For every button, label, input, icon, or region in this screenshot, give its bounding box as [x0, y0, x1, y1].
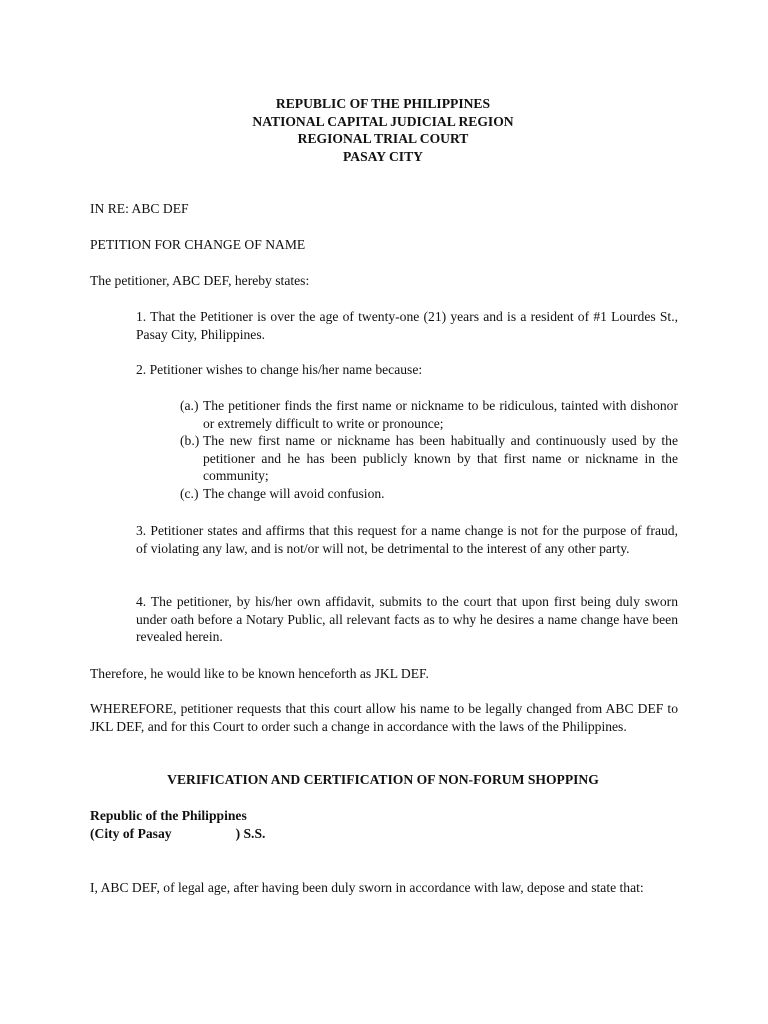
venue-city: (City of Pasay — [90, 826, 172, 841]
reasons-list — [180, 397, 678, 503]
affiant-statement: I, ABC DEF, of legal age, after having been duly sworn in accordance with law, depose and state that: — [90, 880, 644, 895]
reason-text: The petitioner finds the first name or nickname to be ridiculous, tainted with dishonor or extremely difficult to write or pronounce; — [203, 398, 678, 431]
paragraph-3: 3. Petitioner states and affirms that this request for a name change is not for the purpose of fraud, of violating any law, and is not/or will not, be detrimental to the interest of any other party. — [136, 523, 678, 556]
venue-city-line — [90, 825, 678, 843]
reason-text: The new first name or nickname has been habitually and continuously used by the petitioner and he has been publicly known by that first name or nickname in the community; — [203, 433, 678, 484]
verification-title: VERIFICATION AND CERTIFICATION OF NON-FORUM SHOPPING — [167, 772, 599, 787]
paragraph-4: 4. The petitioner, by his/her own affidavit, submits to the court that upon first being duly sworn under oath before a Notary Public, all relevant facts as to why he desires a name change have been revealed herein. — [136, 594, 678, 645]
venue-republic: Republic of the Philippines — [90, 808, 247, 823]
reason-text: The change will avoid confusion. — [203, 485, 385, 501]
reason-a — [180, 397, 678, 432]
paragraph-1: 1. That the Petitioner is over the age of twenty-one (21) years and is a resident of #1 Lourdes St., Pasay City, Philippines. — [136, 309, 678, 342]
therefore-statement: Therefore, he would like to be known henceforth as JKL DEF. — [90, 666, 429, 681]
wherefore-prayer: WHEREFORE, petitioner requests that this court allow his name to be legally changed from ABC DEF to JKL DEF, and for this Court to order such a change in accordance with the laws of the Philippines. — [90, 701, 678, 734]
header-court: REGIONAL TRIAL COURT — [297, 131, 469, 147]
reason-label: (b.) — [180, 433, 200, 449]
header-city: PASAY CITY — [343, 148, 423, 164]
header-region: NATIONAL CAPITAL JUDICIAL REGION — [252, 113, 514, 129]
reason-label: (a.) — [180, 398, 199, 413]
header-republic: REPUBLIC OF THE PHILIPPINES — [275, 96, 491, 111]
reason-b — [180, 432, 678, 485]
venue-ss: ) S.S. — [235, 826, 266, 841]
petition-intro: The petitioner, ABC DEF, hereby states: — [90, 273, 310, 288]
court-header — [88, 95, 678, 165]
reason-label: (c.) — [180, 485, 199, 501]
paragraph-2: 2. Petitioner wishes to change his/her name because: — [136, 362, 423, 377]
in-re-line: IN RE: ABC DEF — [90, 201, 189, 216]
reason-c — [180, 485, 678, 503]
petition-title: PETITION FOR CHANGE OF NAME — [90, 237, 306, 252]
